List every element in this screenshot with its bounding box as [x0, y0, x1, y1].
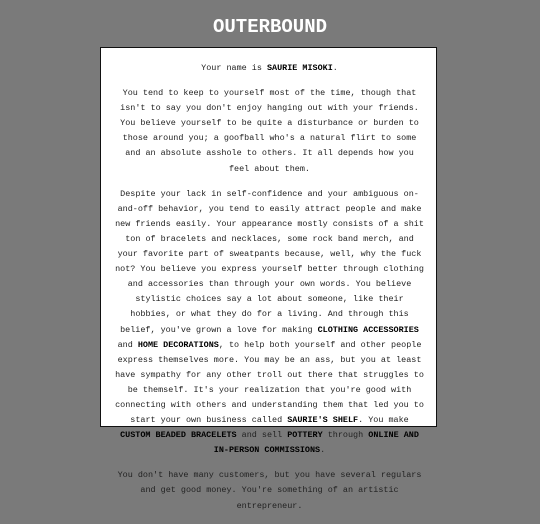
text-segment: Despite your lack in self-confidence and your ambiguous on-and-off behavior, you tend to easily attract people and make new friends easily. Your appearance mostly consists of a shit ton of bracelets and necklaces, some rock band merch, and your favorite part of sweatpants because, well, why the fuck not? You believe you express yourself better through clothing and accessories than through your own words. You believe stylistic choices say a lot about someone, like their hobbies, or what they do for a living. And through this belief, you've grown a love for making: [115, 188, 424, 335]
story-panel: [100, 47, 437, 511]
intro-prefix: Your name is: [201, 63, 267, 73]
highlight-clothing-accessories: CLOTHING ACCESSORIES: [317, 324, 419, 335]
highlight-commissions: ONLINE AND IN-PERSON COMMISSIONS: [213, 430, 419, 456]
text-segment: and sell: [236, 430, 288, 441]
text-segment: .: [320, 445, 326, 456]
paragraph-customers: You don't have many customers, but you have several regulars and get good money. You're something of an artistic entrepreneur.: [117, 470, 422, 511]
text-segment: and: [117, 339, 138, 350]
site-title: OUTERBOUND: [212, 16, 328, 38]
text-segment: through: [322, 430, 369, 441]
paragraph-background: [114, 187, 425, 459]
highlight-home-decorations: HOME DECORATIONS: [137, 339, 219, 350]
highlight-pottery: POTTERY: [287, 430, 323, 441]
intro-paragraph: [114, 61, 425, 76]
text-segment: , to help both yourself and other people express themselves more. You may be an ass, but you at least have sympathy for any other troll out there that struggles to be themself. It's your realization that you're good with connecting with others and understanding them that led you to start your own business called: [115, 339, 424, 426]
highlight-custom-bracelets: CUSTOM BEADED BRACELETS: [120, 430, 237, 441]
story-text: [114, 61, 425, 524]
character-name: SAURIE MISOKI: [266, 63, 333, 73]
paragraph-personality: You tend to keep to yourself most of the time, though that isn't to say you don't enjoy hanging out with your friends. You believe yourself to be quite a disturbance or burden to those around you; a goofball who's a natural flirt to some and an absolute asshole to others. It all depends how you feel about them.: [120, 88, 419, 174]
highlight-business-name: SAURIE'S SHELF: [287, 415, 359, 426]
intro-suffix: .: [332, 63, 338, 73]
text-segment: . You make: [358, 415, 409, 426]
